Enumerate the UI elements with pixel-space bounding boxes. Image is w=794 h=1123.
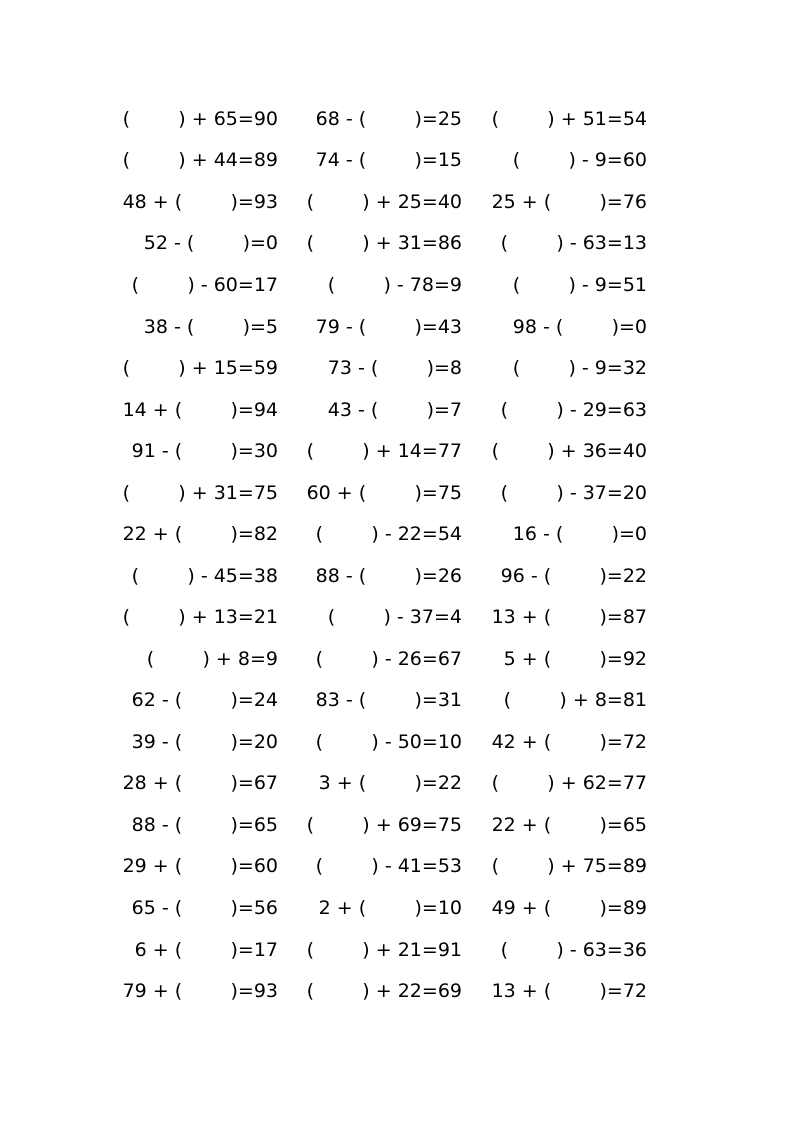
equation: 79 + ( )=93 (122, 980, 278, 1002)
equation: ( ) - 50=10 (315, 731, 462, 753)
equation: 73 - ( )=8 (327, 357, 462, 379)
equation: ( ) - 45=38 (131, 565, 278, 587)
equation: 91 - ( )=30 (131, 440, 278, 462)
equation: 88 - ( )=26 (315, 565, 462, 587)
equation: 3 + ( )=22 (318, 772, 462, 794)
problem-row (0, 602, 794, 632)
problem-row (0, 810, 794, 840)
equation: ( ) + 8=9 (146, 648, 278, 670)
equation: 65 - ( )=56 (131, 897, 278, 919)
problem-row (0, 935, 794, 965)
equation: 38 - ( )=5 (143, 316, 278, 338)
problem-row (0, 395, 794, 425)
problem-row (0, 644, 794, 674)
problem-row (0, 104, 794, 134)
equation: ( ) - 22=54 (315, 523, 462, 545)
equation: ( ) - 78=9 (327, 274, 462, 296)
equation: ( ) - 63=36 (500, 939, 647, 961)
equation: 5 + ( )=92 (503, 648, 647, 670)
equation: ( ) - 9=60 (512, 149, 647, 171)
equation: 25 + ( )=76 (491, 191, 647, 213)
equation: 13 + ( )=87 (491, 606, 647, 628)
equation: ( ) - 26=67 (315, 648, 462, 670)
equation: 98 - ( )=0 (512, 316, 647, 338)
equation: ( ) - 63=13 (500, 232, 647, 254)
equation: 42 + ( )=72 (491, 731, 647, 753)
equation: 22 + ( )=65 (491, 814, 647, 836)
equation: 14 + ( )=94 (122, 399, 278, 421)
equation: ( ) - 41=53 (315, 855, 462, 877)
equation: 2 + ( )=10 (318, 897, 462, 919)
problem-row (0, 436, 794, 466)
equation: 29 + ( )=60 (122, 855, 278, 877)
equation: 22 + ( )=82 (122, 523, 278, 545)
problem-row (0, 270, 794, 300)
equation: ( ) + 44=89 (122, 149, 278, 171)
problem-row (0, 976, 794, 1006)
equation: ( ) + 51=54 (491, 108, 647, 130)
equation: 49 + ( )=89 (491, 897, 647, 919)
problem-row (0, 685, 794, 715)
problem-row (0, 893, 794, 923)
equation: 88 - ( )=65 (131, 814, 278, 836)
equation: 62 - ( )=24 (131, 689, 278, 711)
problem-row (0, 519, 794, 549)
problem-row (0, 187, 794, 217)
equation: 79 - ( )=43 (315, 316, 462, 338)
problem-row (0, 478, 794, 508)
problem-row (0, 353, 794, 383)
equation: 6 + ( )=17 (134, 939, 278, 961)
equation: 60 + ( )=75 (306, 482, 462, 504)
equation: 39 - ( )=20 (131, 731, 278, 753)
equation: ( ) - 37=20 (500, 482, 647, 504)
equation: ( ) - 60=17 (131, 274, 278, 296)
equation: 83 - ( )=31 (315, 689, 462, 711)
equation: 74 - ( )=15 (315, 149, 462, 171)
problem-row (0, 727, 794, 757)
problem-row (0, 312, 794, 342)
equation: ( ) - 9=32 (512, 357, 647, 379)
problem-row (0, 768, 794, 798)
problem-row (0, 228, 794, 258)
equation: ( ) + 31=86 (306, 232, 462, 254)
equation: 28 + ( )=67 (122, 772, 278, 794)
equation: ( ) + 36=40 (491, 440, 647, 462)
equation: 16 - ( )=0 (512, 523, 647, 545)
equation: ( ) + 62=77 (491, 772, 647, 794)
equation: ( ) + 75=89 (491, 855, 647, 877)
equation: 43 - ( )=7 (327, 399, 462, 421)
equation: 13 + ( )=72 (491, 980, 647, 1002)
equation: ( ) + 22=69 (306, 980, 462, 1002)
problem-row (0, 145, 794, 175)
equation: ( ) + 14=77 (306, 440, 462, 462)
equation: ( ) + 65=90 (122, 108, 278, 130)
equation: ( ) + 15=59 (122, 357, 278, 379)
equation: ( ) - 37=4 (327, 606, 462, 628)
equation: ( ) + 69=75 (306, 814, 462, 836)
problem-row (0, 561, 794, 591)
equation: ( ) - 29=63 (500, 399, 647, 421)
equation: ( ) + 31=75 (122, 482, 278, 504)
equation: 52 - ( )=0 (143, 232, 278, 254)
equation: ( ) + 21=91 (306, 939, 462, 961)
equation: 68 - ( )=25 (315, 108, 462, 130)
equation: ( ) + 13=21 (122, 606, 278, 628)
equation: ( ) + 8=81 (503, 689, 647, 711)
equation: 48 + ( )=93 (122, 191, 278, 213)
problem-row (0, 851, 794, 881)
equation: ( ) + 25=40 (306, 191, 462, 213)
equation: 96 - ( )=22 (500, 565, 647, 587)
equation: ( ) - 9=51 (512, 274, 647, 296)
